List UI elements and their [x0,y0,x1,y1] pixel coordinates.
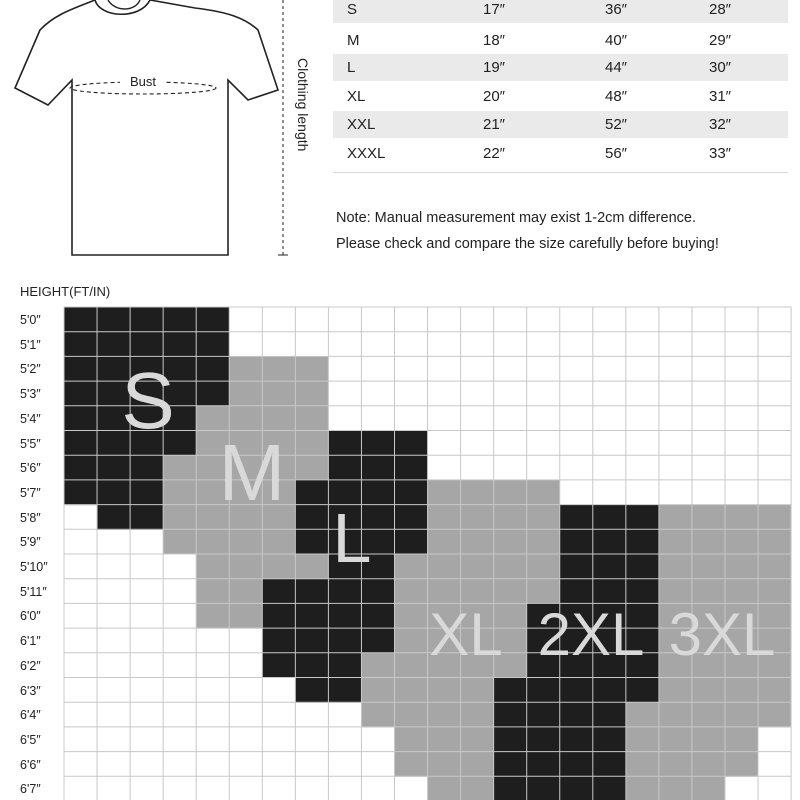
black-region-cell [262,653,361,678]
size-label: XXL [347,116,376,133]
height-label: 5'3″ [20,387,41,402]
bust-value: 40″ [605,32,627,49]
length-value: 32″ [709,116,731,133]
neck-value: 22″ [483,145,505,162]
size-region-label: 3XL [668,601,776,668]
height-label: 6'2″ [20,658,41,673]
neck-value: 21″ [483,116,505,133]
gray-region-cell [626,776,725,800]
black-region-cell [494,678,659,703]
black-region-cell [560,505,659,530]
clothing-length-label: Clothing length [295,58,311,152]
length-value: 30″ [709,59,731,76]
height-label: 5'7″ [20,485,41,500]
height-label: 5'8″ [20,510,41,525]
size-region-label: S [121,356,175,445]
size-region-label: 2XL [537,601,645,668]
height-label: 6'6″ [20,757,41,772]
size-region-label: L [332,499,372,577]
height-label: 6'3″ [20,683,41,698]
height-label: 5'9″ [20,535,41,550]
height-label: 5'11″ [20,584,47,599]
bust-value: 44″ [605,59,627,76]
black-region-cell [560,529,659,554]
height-label: 5'5″ [20,436,41,451]
bust-value: 56″ [605,145,627,162]
height-label: 6'1″ [20,634,41,649]
height-label: 5'6″ [20,461,41,476]
size-region-label: M [218,428,286,517]
length-value: 28″ [709,1,731,18]
gray-region-cell [395,752,494,777]
neck-value: 20″ [483,88,505,105]
neck-value: 19″ [483,59,505,76]
size-label: XL [347,88,366,105]
black-region-cell [64,307,229,332]
bust-value: 48″ [605,88,627,105]
black-region-cell [560,554,659,579]
height-label: 6'0″ [20,609,41,624]
height-label: 5'10″ [20,560,48,574]
gray-region-cell [395,554,560,579]
neck-value: 18″ [483,32,505,49]
gray-region-cell [229,381,328,406]
size-label: S [347,1,358,18]
black-region-cell [328,431,427,456]
bust-label: Bust [129,74,157,89]
black-region-cell [64,480,163,505]
neck-value: 17″ [483,1,505,18]
black-region-cell [328,455,427,480]
note-line-2: Please check and compare the size carefully before buying! [336,236,719,252]
height-label: 5'2″ [20,362,41,377]
gray-region-cell [626,702,791,727]
note-line-1: Note: Manual measurement may exist 1-2cm difference. [336,210,696,226]
size-label: XXXL [347,145,386,162]
length-value: 29″ [709,32,731,49]
length-value: 33″ [709,145,731,162]
height-label: 5'1″ [20,337,41,352]
bust-value: 52″ [605,116,627,133]
size-label: L [347,59,356,76]
height-axis-label: HEIGHT(FT/IN) [20,284,111,299]
black-region-cell [64,332,229,357]
height-label: 5'4″ [20,411,41,426]
black-region-cell [64,455,163,480]
size-region-label: XL [429,601,503,668]
gray-region-cell [395,727,494,752]
height-label: 5'0″ [20,313,41,327]
height-label: 6'5″ [20,732,41,747]
bust-value: 36″ [605,1,627,18]
size-label: M [347,32,360,49]
height-label: 6'4″ [20,708,41,723]
length-value: 31″ [709,88,731,105]
height-label: 6'7″ [20,782,41,797]
gray-region-cell [229,356,328,381]
